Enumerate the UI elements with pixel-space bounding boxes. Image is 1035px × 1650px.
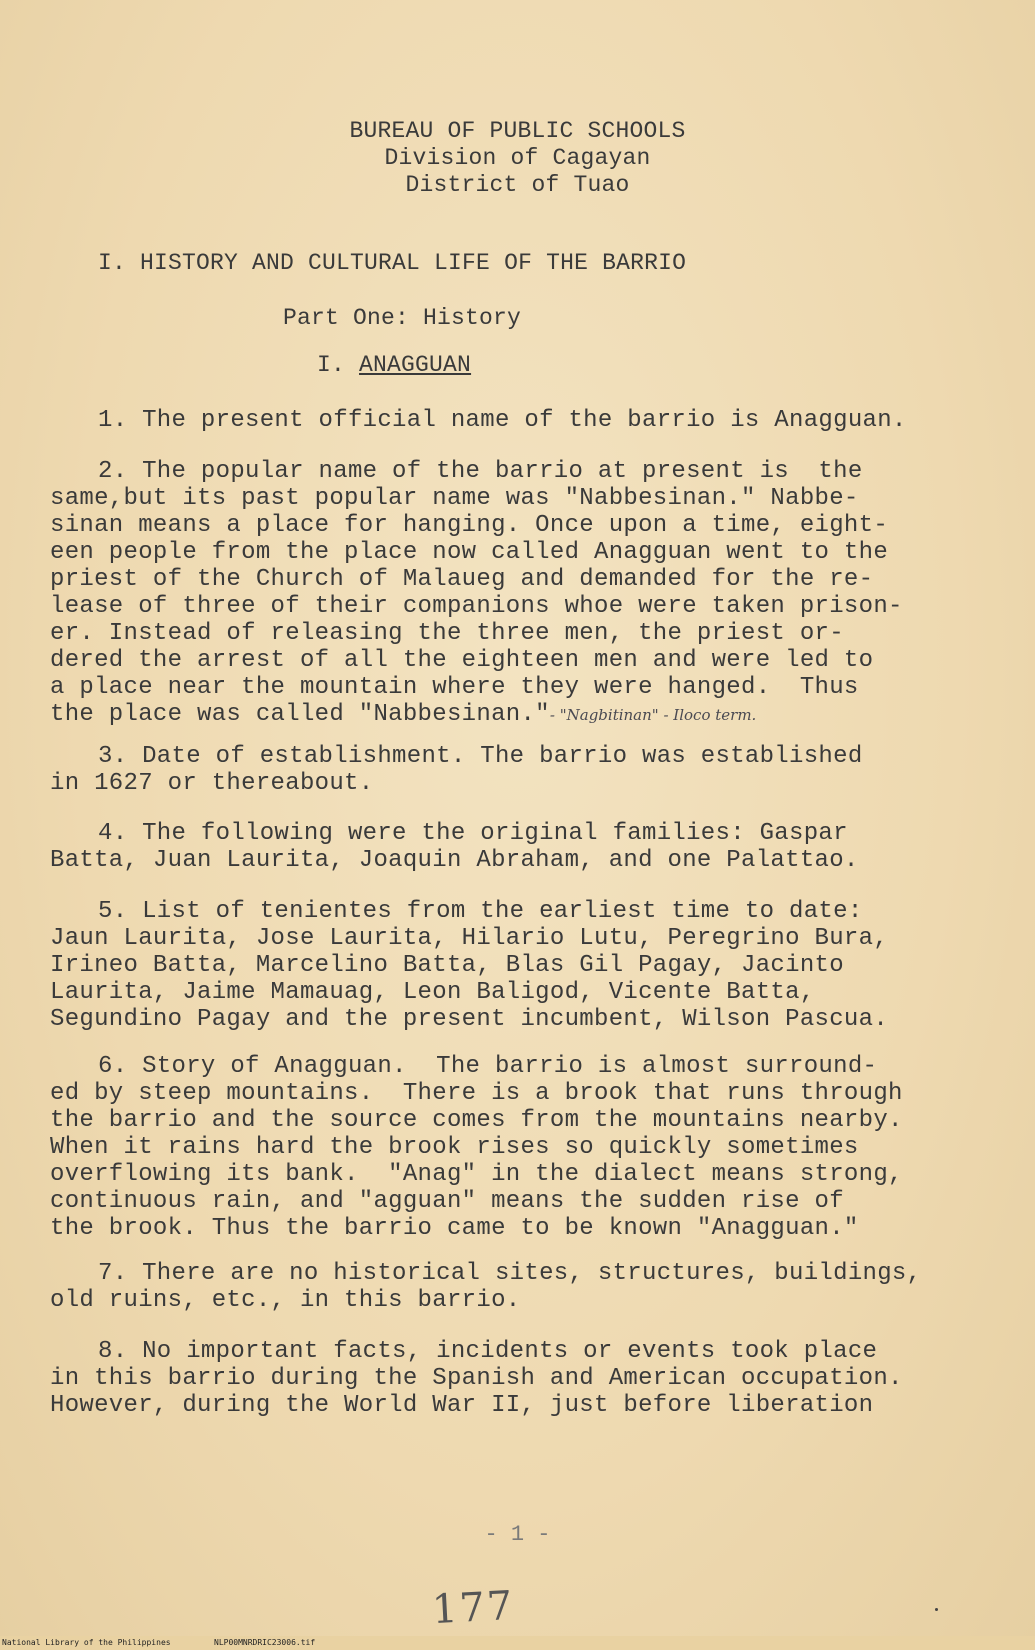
paragraph-line: 3. Date of establishment. The barrio was established [98, 743, 863, 770]
paragraph-5 [50, 898, 990, 1033]
paragraph-line: 4. The following were the original families: Gaspar [98, 820, 848, 847]
paragraph-6 [50, 1053, 990, 1242]
paragraph-line: een people from the place now called Anagguan went to the [50, 539, 889, 566]
paragraph-8 [50, 1338, 990, 1419]
scan-footer [0, 1636, 1035, 1650]
paragraph-line: a place near the mountain where they were hanged. Thus [50, 674, 859, 701]
handwritten-note: - "Nagbitinan" - Iloco term. [549, 706, 757, 724]
paragraph-line: Laurita, Jaime Mamauag, Leon Baligod, Vicente Batta, [50, 979, 815, 1006]
division-heading: Division of Cagayan [384, 145, 651, 171]
paragraph-line: sinan means a place for hanging. Once upon a time, eight- [50, 512, 889, 539]
paragraph-line: priest of the Church of Malaueg and demanded for the re- [50, 566, 874, 593]
paragraph-line: When it rains hard the brook rises so quickly sometimes [50, 1134, 859, 1161]
paragraph-1 [98, 407, 1035, 434]
paragraph-line: continuous rain, and "agguan" means the sudden rise of [50, 1188, 844, 1215]
paragraph-line: the barrio and the source comes from the mountains nearby. [50, 1107, 903, 1134]
paragraph-line: in this barrio during the Spanish and American occupation. [50, 1365, 903, 1392]
ink-dot [935, 1608, 938, 1611]
paragraph-7 [50, 1260, 990, 1314]
paragraph-line: the brook. Thus the barrio came to be known "Anagguan." [50, 1215, 859, 1242]
section-title: I. HISTORY AND CULTURAL LIFE OF THE BARRIO [98, 250, 687, 276]
barrio-number: I. [317, 352, 346, 378]
paragraph-line: Batta, Juan Laurita, Joaquin Abraham, and one Palattao. [50, 847, 859, 874]
paragraph-4 [50, 820, 990, 874]
barrio-name: ANAGGUAN [359, 352, 472, 378]
paragraph-line: er. Instead of releasing the three men, the priest or- [50, 620, 844, 647]
paragraph-line: 7. There are no historical sites, structures, buildings, [98, 1260, 922, 1287]
part-title: Part One: History [283, 305, 522, 331]
paragraph-line: 1. The present official name of the barrio is Anagguan. [98, 407, 907, 434]
paragraph-line: in 1627 or thereabout. [50, 770, 374, 797]
paragraph-line: old ruins, etc., in this barrio. [50, 1287, 521, 1314]
paragraph-line: Segundino Pagay and the present incumbent, Wilson Pascua. [50, 1006, 889, 1033]
file-name: NLP00MNRDRIC23006.tif [214, 1638, 316, 1647]
bureau-heading: BUREAU OF PUBLIC SCHOOLS [349, 118, 686, 144]
paragraph-line: Irineo Batta, Marcelino Batta, Blas Gil Pagay, Jacinto [50, 952, 844, 979]
paragraph-line: dered the arrest of all the eighteen men and were led to [50, 647, 874, 674]
district-heading: District of Tuao [405, 172, 630, 198]
paragraph-line: However, during the World War II, just before liberation [50, 1392, 874, 1419]
paragraph-line: overflowing its bank. "Anag" in the dialect means strong, [50, 1161, 903, 1188]
paragraph-text: the place was called "Nabbesinan." [50, 701, 550, 728]
page-number: - 1 - [484, 1522, 551, 1547]
paragraph-line: 8. No important facts, incidents or events took place [98, 1338, 878, 1365]
paragraph-line: 2. The popular name of the barrio at present is the [98, 458, 863, 485]
paragraph-line: 6. Story of Anagguan. The barrio is almost surround- [98, 1053, 878, 1080]
paragraph-line [50, 701, 990, 729]
barrio-title [317, 352, 471, 379]
paragraph-line: lease of three of their companions whoe were taken prison- [50, 593, 903, 620]
paragraph-line: Jaun Laurita, Jose Laurita, Hilario Lutu, Peregrino Bura, [50, 925, 889, 952]
paragraph-3 [50, 743, 990, 797]
paragraph-line: same,but its past popular name was "Nabbesinan." Nabbe- [50, 485, 859, 512]
paragraph-line: 5. List of tenientes from the earliest time to date: [98, 898, 863, 925]
paragraph-line: ed by steep mountains. There is a brook that runs through [50, 1080, 903, 1107]
handwritten-page-stamp: 177 [430, 1582, 516, 1634]
paragraph-2 [50, 458, 990, 729]
library-credit: National Library of the Philippines [2, 1638, 171, 1647]
